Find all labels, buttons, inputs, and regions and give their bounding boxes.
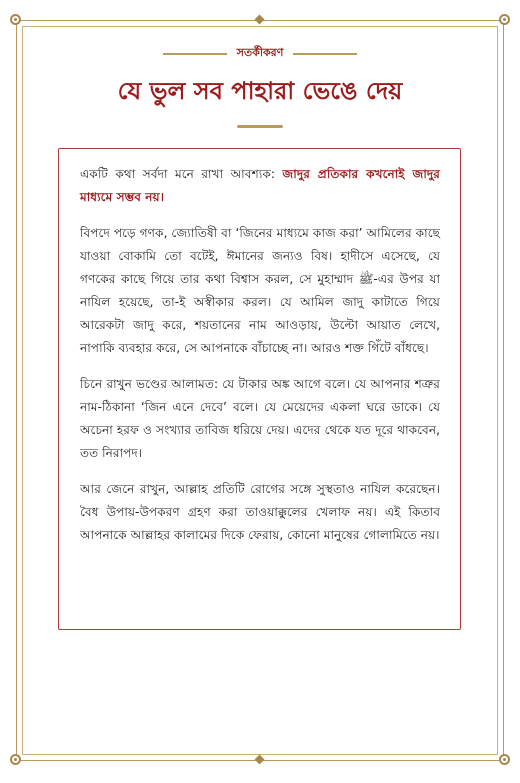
page-header — [0, 44, 520, 128]
paragraph-1-lead: একটি কথা সর্বদা মনে রাখা আবশ্যক: — [80, 167, 283, 181]
section-kicker: সতর্কীকরণ — [236, 46, 284, 59]
page-title: যে ভুল সব পাহারা ভেঙে দেয় — [117, 77, 403, 105]
paragraph-3: চিনে রাখুন ভণ্ডের আলামত: যে টাকার অঙ্ক আগে বলে। যে আপনার শত্রুর নাম-ঠিকানা ‘জিন এনে দেবে’ বলে। যে মেয়েদের একলা ঘরে ডাকে। যে অচেনা হরফ ও সংখ্যার তাবিজ ধরিয়ে দেয়। এদের থেকে যত দূরে থাকবেন, তত নিরাপদ। — [80, 377, 440, 460]
paragraph-1-emphasis: জাদুর প্রতিকার কখনোই জাদুর মাধ্যমে সম্ভব নয়। — [80, 167, 440, 204]
warning-card — [58, 148, 461, 630]
corner-ornament-bottom-right — [499, 754, 510, 765]
kicker-rule-right — [293, 53, 357, 55]
kicker-rule-left — [163, 53, 227, 55]
paragraph-2: বিপদে পড়ে গণক, জ্যোতিষী বা ‘জিনের মাধ্যমে কাজ করা’ আমিলের কাছে যাওয়া বোকামি তো বটেই, ঈমানের জন্যও বিষ। হাদীসে এসেছে, যে গণকের কাছে গিয়ে তার কথা বিশ্বাস করল, সে মুহাম্মাদ ﷺ-এর উপর যা নাযিল হয়েছে, তা-ই অস্বীকার করল। যে আমিল জাদু কাটাতে গিয়ে আরেকটা জাদু করে, শয়তানের নাম আওড়ায়, উল্টো আয়াত লেখে, নাপাকি ব্যবহার করে, সে আপনাকে বাঁচাচ্ছে না। আরও শক্ত গিঁটে বাঁধছে। — [80, 226, 440, 355]
kicker-row — [0, 44, 520, 63]
paragraph-4: আর জেনে রাখুন, আল্লাহ প্রতিটি রোগের সঙ্গে সুস্থতাও নাযিল করেছেন। বৈধ উপায়-উপকরণ গ্রহণ করা তাওয়াক্কুলের খেলাফ নয়। এই কিতাব আপনাকে আল্লাহর কালামের দিকে ফেরায়, কোনো মানুষের গোলামিতে নয়। — [80, 482, 440, 542]
corner-ornament-bottom-left — [10, 754, 21, 765]
paragraph-1 — [80, 163, 440, 209]
corner-ornament-top-right — [499, 14, 510, 25]
corner-ornament-top-left — [10, 14, 21, 25]
title-underline — [237, 125, 283, 128]
